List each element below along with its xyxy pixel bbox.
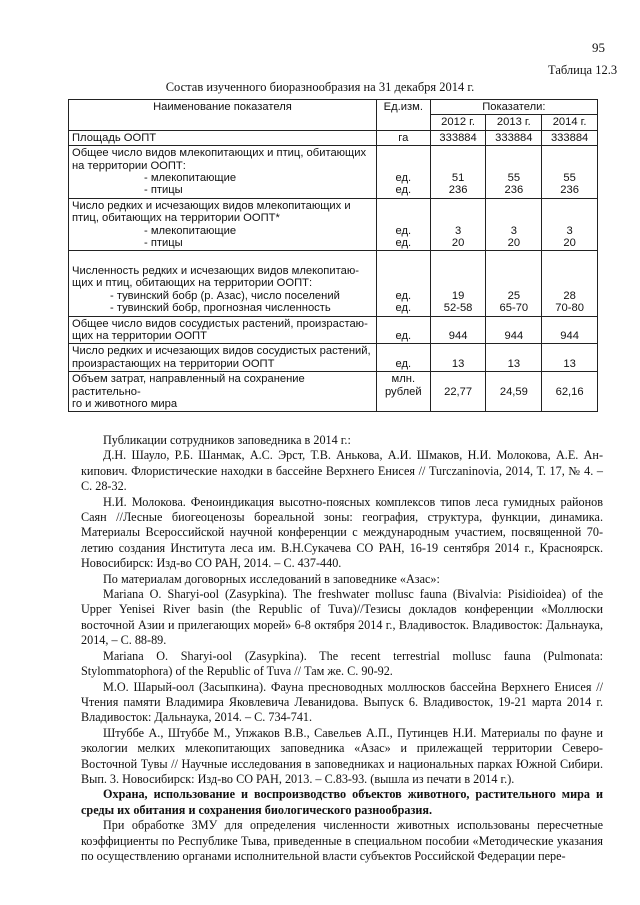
body-text — [81, 433, 603, 864]
row-value-2012-line: 19 — [451, 289, 465, 302]
row-value-2014 — [542, 146, 598, 199]
row-value-2014-line: 333884 — [550, 131, 589, 144]
table-row — [69, 316, 598, 344]
row-name-line: Площадь ООПТ — [72, 131, 157, 144]
row-unit — [376, 251, 430, 316]
row-unit-line — [380, 212, 427, 224]
row-value-2013-line: 25 — [507, 289, 521, 302]
row-value-2012-line: 236 — [448, 184, 468, 197]
row-value-2012 — [430, 251, 486, 316]
row-name — [69, 372, 377, 412]
table-row — [69, 372, 598, 412]
table-label: Таблица 12.3 — [548, 63, 618, 77]
row-value-2013-line: 333884 — [495, 131, 533, 144]
row-value-2012-line — [434, 147, 483, 159]
spacer-line — [489, 318, 538, 330]
row-name-line: щих и птиц, обитающих на территории ООПТ: — [72, 277, 313, 290]
row-value-2013 — [486, 130, 542, 145]
row-unit-line: ед. — [395, 224, 412, 237]
row-name — [69, 316, 377, 344]
row-value-2013-line — [489, 252, 538, 264]
header-year-2014: 2014 г. — [542, 115, 598, 130]
row-value-2014-line — [545, 252, 594, 264]
row-value-2014 — [542, 198, 598, 251]
spacer-line — [380, 345, 427, 357]
row-value-2014-line: 55 — [563, 172, 576, 185]
row-name-line: Число редких и исчезающих видов сосудистых растений, — [72, 345, 371, 358]
row-value-2012-line: 51 — [451, 172, 465, 185]
row-value-2014-line — [545, 147, 594, 159]
row-value-2014-line: 28 — [563, 289, 576, 302]
row-value-2013-line: 13 — [507, 357, 521, 370]
row-unit-line: ед. — [395, 302, 412, 315]
row-value-2014-line: 62,16 — [555, 385, 584, 398]
row-value-2013-line — [489, 160, 538, 172]
row-unit — [376, 372, 430, 412]
row-name-line: - тувинский бобр, прогнозная численность — [110, 302, 331, 315]
row-value-2013-line — [489, 212, 538, 224]
row-value-2012-line — [434, 252, 483, 264]
spacer-line — [434, 345, 483, 357]
spacer-line — [72, 252, 373, 264]
row-value-2012-line — [434, 160, 483, 172]
row-name-line: Общее число видов млекопитающих и птиц, обитающих — [72, 147, 367, 160]
row-name-line: Число редких и исчезающих видов млекопитающих и — [72, 199, 351, 212]
row-value-2014 — [542, 130, 598, 145]
spacer-line — [489, 345, 538, 357]
spacer-line — [434, 373, 483, 385]
row-unit-line: ед. — [395, 184, 412, 197]
row-unit-line — [380, 160, 427, 172]
row-unit — [376, 316, 430, 344]
table-row — [69, 130, 598, 145]
row-value-2012 — [430, 316, 486, 344]
row-value-2014 — [542, 251, 598, 316]
row-name-line: произрастающих на территории ООПТ — [72, 357, 275, 370]
row-value-2012-line: 333884 — [439, 131, 477, 144]
table-title: Состав изученного биоразнообразия на 31 декабря 2014 г. — [165, 80, 475, 94]
publication-6: Штуббе А., Штуббе М., Упжаков В.В., Савельев А.П., Путинцев Н.И. Материалы по фауне и экологии мелких млекопитающих заповедника «Азас» и прилежащей территории Северо-Восточной Тувы // Научные исследования в заповедниках и национальных парках Южной Сибири. Вып. 3. Новосибирск: Изд-во СО РАН, 2013. – С.83-93. (вышла из печати в 2014 г.). — [81, 725, 603, 786]
row-name-line: щих на территории ООПТ — [72, 329, 207, 342]
row-unit-line: ед. — [395, 172, 412, 185]
publication-3: Mariana O. Sharyi-ool (Zasypkina). The freshwater mollusc fauna (Bivalvia: Pisidioidea) of the Upper Yenisei River basin (the Republic of Tuva)//Тезисы докладов конференции «Моллюски восточной Азии и прилегающих морей» 6-8 октября 2014 г., Владивосток. Владивосток: Дальнаука, 2014, – С. 88-89. — [81, 587, 603, 648]
row-value-2013-line: 55 — [507, 172, 521, 185]
row-unit — [376, 344, 430, 372]
row-value-2012-line: 22,77 — [444, 385, 473, 398]
header-name: Наименование показателя — [69, 100, 377, 131]
row-value-2012-line: 20 — [451, 237, 465, 250]
spacer-line — [380, 318, 427, 330]
row-value-2012 — [430, 372, 486, 412]
row-name-line: Общее число видов сосудистых растений, произрастаю- — [72, 317, 368, 330]
table-row — [69, 251, 598, 316]
contract-intro: По материалам договорных исследований в заповеднике «Азас»: — [103, 571, 440, 586]
header-year-2013: 2013 г. — [486, 115, 542, 130]
spacer-line — [489, 373, 538, 385]
row-value-2013-line — [489, 265, 538, 277]
row-unit-line: ед. — [395, 237, 412, 250]
row-value-2014-line — [545, 212, 594, 224]
row-unit-line — [380, 277, 427, 289]
row-value-2013-line: 65-70 — [499, 302, 529, 315]
row-name-line: Численность редких и исчезающих видов млекопитаю- — [72, 264, 359, 277]
publication-1: Д.Н. Шауло, Р.Б. Шанмак, А.С. Эрст, Т.В. Анькова, А.И. Шмаков, Н.И. Молокова, А.Е. Ан-кипович. Флористические находки в бассейне Верхнего Енисея // Turczaninovia, 2014, Т. 17, № 4. – С. 28-32. — [81, 448, 603, 494]
row-unit-line: га — [398, 131, 409, 144]
row-unit-line — [380, 147, 427, 159]
row-value-2014-line — [545, 160, 594, 172]
row-name-line: - птицы — [144, 237, 183, 250]
row-value-2013 — [486, 344, 542, 372]
section-heading: Охрана, использование и воспроизводство объектов животного, растительного мира и среды их обитания и сохранения биологического разнообразия. — [81, 787, 603, 817]
row-value-2012-line — [434, 277, 483, 289]
row-unit-line: рублей — [384, 385, 422, 398]
row-name — [69, 198, 377, 251]
row-value-2013-line: 20 — [507, 237, 521, 250]
row-value-2013-line: 236 — [504, 184, 524, 197]
row-name — [69, 251, 377, 316]
spacer-line — [545, 318, 594, 330]
row-name-line: - млекопитающие — [144, 224, 237, 237]
row-name-line: - птицы — [144, 184, 183, 197]
row-value-2013-line: 24,59 — [499, 385, 528, 398]
row-unit — [376, 130, 430, 145]
zmu-paragraph: При обработке ЗМУ для определения численности животных использованы пересчетные коэффициенты по Республике Тыва, приведенные в специальном пособии «Методические указания по осуществлению органами исполнительной власти субъектов Российской Федерации пере- — [81, 818, 603, 863]
page-number: 95 — [592, 40, 605, 55]
table-row — [69, 146, 598, 199]
row-unit-line: ед. — [395, 357, 412, 370]
publication-5: М.О. Шарый-оол (Засыпкина). Фауна пресноводных моллюсков бассейна Верхнего Енисея // Чтения памяти Владимира Яковлевича Леванидова. Выпуск 6. Владивосток, 19-21 марта 2014 г. Владивосток: Дальнаука, 2014. – С. 734-741. — [81, 679, 603, 725]
row-value-2012 — [430, 198, 486, 251]
publications-intro: Публикации сотрудников заповедника в 2014 г.: — [103, 433, 351, 447]
row-value-2012 — [430, 146, 486, 199]
row-name — [69, 130, 377, 145]
row-name-line: на территории ООПТ: — [72, 159, 186, 172]
row-value-2013 — [486, 316, 542, 344]
row-value-2014-line — [545, 265, 594, 277]
spacer-line — [545, 373, 594, 385]
publication-2: Н.И. Молокова. Феноиндикация высотно-поясных комплексов типов леса гумидных районов Саян //Лесные биогеоценозы бореальной зоны: география, структура, функции, динамика. Материалы Всероссийской научной конференции с международным участием, посвященной 70-летию создания Института леса им. В.Н.Сукачева СО РАН, 16-19 сентября 2014 г., Красноярск. Новосибирск: Изд-во СО РАН, 2014. – С. 437-440. — [81, 494, 603, 571]
row-value-2013-line: 3 — [510, 224, 517, 237]
row-name-line: го и животного мира — [72, 397, 178, 410]
biodiversity-table — [68, 99, 598, 412]
row-value-2013-line — [489, 147, 538, 159]
table-header-row — [69, 100, 598, 115]
row-value-2014-line: 20 — [563, 237, 576, 250]
row-value-2014-line: 3 — [566, 224, 573, 237]
row-value-2013-line: 944 — [504, 329, 524, 342]
row-name-line: Объем затрат, направленный на сохранение растительно- — [72, 373, 305, 398]
row-unit — [376, 146, 430, 199]
row-value-2012-line — [434, 200, 483, 212]
row-value-2014-line: 70-80 — [555, 302, 584, 315]
row-value-2014-line: 944 — [560, 329, 579, 342]
row-name — [69, 344, 377, 372]
row-value-2013 — [486, 251, 542, 316]
row-value-2014 — [542, 344, 598, 372]
row-value-2013 — [486, 146, 542, 199]
row-value-2014 — [542, 316, 598, 344]
row-value-2012-line: 3 — [454, 224, 462, 237]
row-value-2013 — [486, 198, 542, 251]
row-value-2013 — [486, 372, 542, 412]
row-value-2012-line — [434, 212, 483, 224]
row-value-2014-line — [545, 277, 594, 289]
row-unit-line — [380, 252, 427, 264]
row-unit-line: ед. — [395, 289, 412, 302]
row-value-2012-line: 944 — [448, 329, 468, 342]
row-value-2012 — [430, 130, 486, 145]
table-body — [69, 130, 598, 412]
row-value-2014-line: 236 — [560, 184, 579, 197]
header-indicators: Показатели: — [430, 100, 597, 115]
row-name-line: птиц, обитающих на территории ООПТ* — [72, 212, 280, 225]
table-row — [69, 344, 598, 372]
row-unit-line — [380, 200, 427, 212]
row-name-line: - тувинский бобр (р. Азас), число поселений — [110, 289, 340, 302]
table-row — [69, 198, 598, 251]
row-value-2012-line — [434, 265, 483, 277]
row-unit — [376, 198, 430, 251]
row-value-2014-line: 13 — [563, 357, 576, 370]
row-value-2013-line — [489, 277, 538, 289]
spacer-line — [434, 318, 483, 330]
header-unit: Ед.изм. — [376, 100, 430, 131]
row-unit-line: млн. — [391, 373, 416, 386]
row-name-line: - млекопитающие — [144, 172, 237, 185]
row-value-2013-line — [489, 200, 538, 212]
publication-4: Mariana O. Sharyi-ool (Zasypkina). The recent terrestrial mollusc fauna (Pulmonata: Stylommatophora) of the Republic of Tuva // Там же. С. 90-92. — [81, 648, 603, 679]
row-unit-line: ед. — [395, 329, 412, 342]
row-value-2012-line: 52-58 — [443, 302, 473, 315]
row-unit-line — [380, 265, 427, 277]
row-value-2014 — [542, 372, 598, 412]
row-value-2012-line: 13 — [451, 357, 465, 370]
spacer-line — [545, 345, 594, 357]
row-name — [69, 146, 377, 199]
row-value-2014-line — [545, 200, 594, 212]
row-value-2012 — [430, 344, 486, 372]
header-year-2012: 2012 г. — [430, 115, 486, 130]
